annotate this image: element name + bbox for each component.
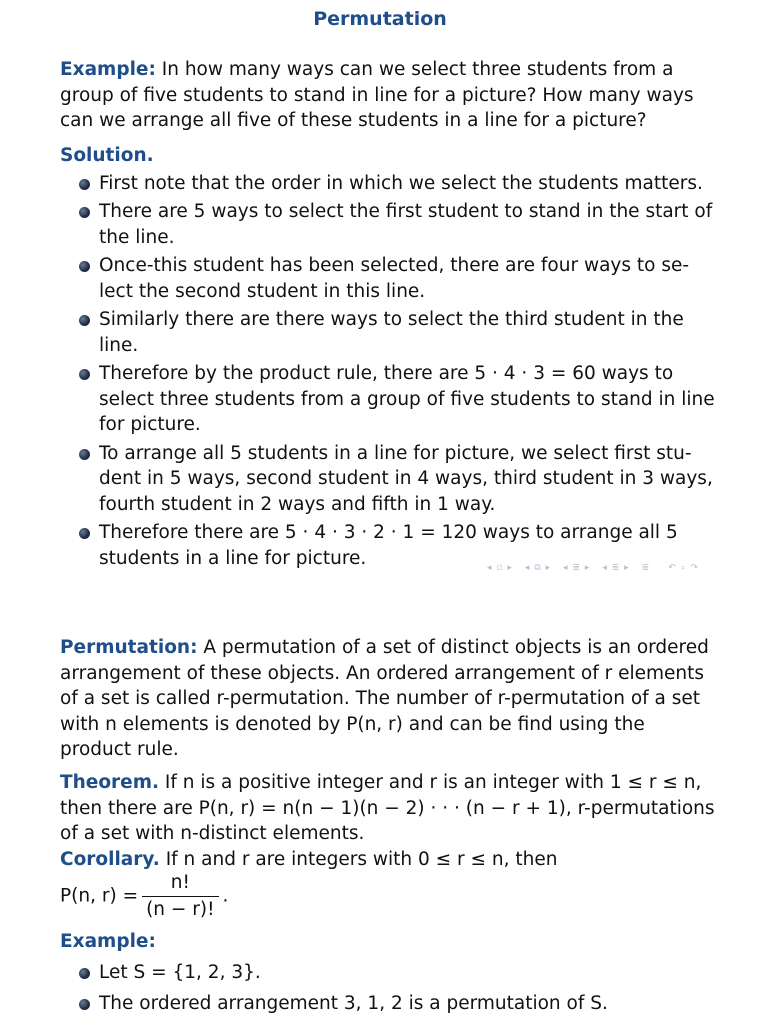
- formula-lhs: P(n, r) =: [60, 885, 139, 907]
- theorem-block: [60, 770, 720, 872]
- corollary-text: If n and r are integers with 0 ≤ r ≤ n, then: [159, 848, 558, 870]
- bullet-icon: [79, 449, 90, 460]
- formula-numerator: n!: [170, 872, 190, 893]
- bullet-icon: [79, 528, 90, 539]
- theorem-line: of a set with n-distinct elements.: [60, 823, 365, 844]
- bullet-icon: [79, 179, 90, 190]
- example-label: Example:: [60, 59, 156, 80]
- permutation-label: Permutation:: [60, 637, 198, 658]
- bullet-line: line.: [99, 334, 139, 356]
- bullet-line: lect the second student in this line.: [99, 280, 426, 302]
- definition-line: with n elements is denoted by P(n, r) and can be find using the: [60, 713, 645, 735]
- nav-subsection-icon[interactable]: ◂ ⧉ ▸: [524, 563, 552, 573]
- bullet-line: Similarly there are there ways to select the third student in the: [99, 309, 684, 330]
- theorem-line: If n is a positive integer and r is an integer with 1 ≤ r ≤ n,: [159, 772, 702, 793]
- bullet-line: Once-this student has been selected, there are four ways to se-: [99, 255, 690, 276]
- definition-line: of a set is called r-permutation. The number of r-permutation of a set: [60, 688, 701, 709]
- list-item: [60, 171, 720, 197]
- bullet-line: First note that the order in which we select the students matters.: [99, 172, 703, 194]
- bullet-line: Therefore by the product rule, there are 5 · 4 · 3 = 60 ways to: [99, 363, 674, 384]
- list-item: [60, 307, 720, 358]
- bullet-icon: [79, 261, 90, 272]
- bullet-icon: [79, 369, 90, 380]
- definition-line: product rule.: [60, 739, 179, 760]
- example-line-2: group of five students to stand in line for a picture? How many ways: [60, 84, 694, 106]
- bullet-line: Therefore there are 5 · 4 · 3 · 2 · 1 = 120 ways to arrange all 5: [99, 522, 678, 543]
- example2-list: [60, 960, 720, 1017]
- list-item: [60, 991, 720, 1017]
- list-item: [60, 199, 720, 250]
- nav-section-prev-icon[interactable]: ◂ ≣ ▸: [563, 563, 591, 573]
- slide-title: Permutation: [313, 8, 447, 30]
- bullet-line: dent in 5 ways, second student in 4 ways, third student in 3 ways,: [99, 468, 713, 489]
- example-line-1: In how many ways can we select three students from a: [155, 59, 674, 80]
- nav-section-next-icon[interactable]: ◂ ≣ ▸: [602, 563, 630, 573]
- bullet-icon: [79, 968, 90, 979]
- formula-fraction: [142, 870, 218, 922]
- bullet-line: Let S = {1, 2, 3}.: [99, 961, 261, 983]
- example-paragraph: [60, 57, 720, 134]
- nav-search-icon[interactable]: ↶ ⌕ ↷: [668, 563, 700, 573]
- beamer-navigation-bar: [487, 561, 763, 575]
- bullet-line: the line.: [99, 226, 175, 248]
- definition-line: arrangement of these objects. An ordered arrangement of r elements: [60, 662, 705, 684]
- bullet-line: students in a line for picture.: [99, 547, 367, 569]
- bullet-line: There are 5 ways to select the first student to stand in the start of: [99, 201, 713, 222]
- nav-frame-icon[interactable]: ◂ ▫ ▸: [487, 563, 513, 573]
- bullet-line: select three students from a group of five students to stand in line: [99, 388, 715, 410]
- bullet-line: The ordered arrangement 3, 1, 2 is a permutation of S.: [99, 993, 608, 1014]
- solution-label: Solution.: [60, 145, 154, 166]
- solution-section: [60, 143, 720, 574]
- list-item: [60, 441, 720, 518]
- formula-period: .: [222, 885, 229, 907]
- bullet-icon: [79, 315, 90, 326]
- theorem-label: Theorem.: [60, 772, 160, 793]
- formula-line: [60, 870, 720, 926]
- example2-section: [60, 929, 720, 1020]
- formula-denominator: (n − r)!: [142, 896, 218, 923]
- example-line-3: can we arrange all five of these students in a line for a picture?: [60, 110, 647, 131]
- corollary-label: Corollary.: [60, 848, 160, 870]
- permutation-definition: [60, 635, 720, 763]
- bullet-icon: [79, 999, 90, 1010]
- bullet-line: fourth student in 2 ways and fifth in 1 way.: [99, 493, 496, 515]
- solution-list: [60, 171, 720, 572]
- list-item: [60, 253, 720, 304]
- definition-line: A permutation of a set of distinct objects is an ordered: [197, 637, 709, 658]
- bullet-icon: [79, 207, 90, 218]
- bullet-line: for picture.: [99, 414, 201, 435]
- example2-label: Example:: [60, 931, 156, 952]
- nav-toc-icon[interactable]: ≣: [641, 563, 651, 573]
- theorem-line: then there are P(n, r) = n(n − 1)(n − 2) · · · (n − r + 1), r-permutations: [60, 797, 715, 819]
- list-item: [60, 960, 720, 986]
- list-item: [60, 361, 720, 438]
- bullet-line: To arrange all 5 students in a line for picture, we select first stu-: [99, 442, 692, 464]
